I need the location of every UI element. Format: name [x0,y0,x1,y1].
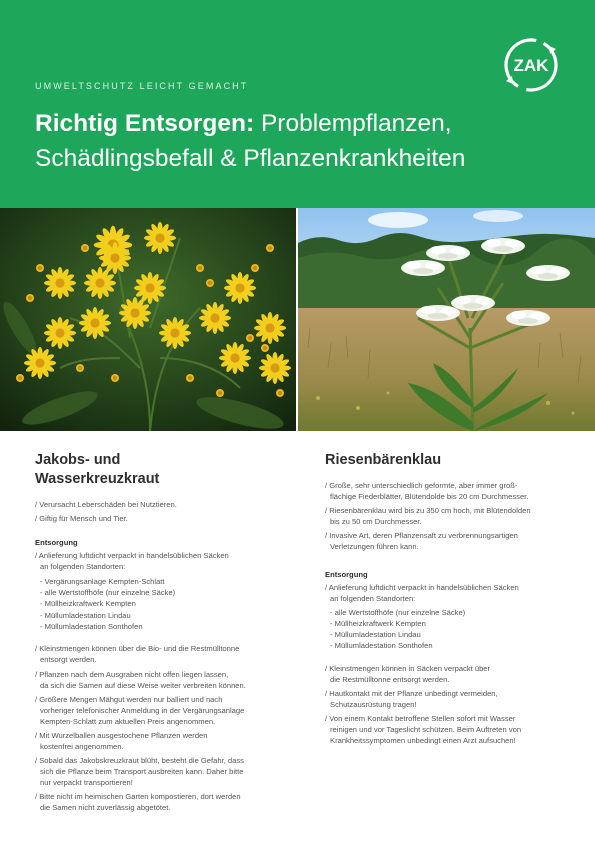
list-item: / Kleinstmengen können über die Bio- und die Restmülltonne [35,644,240,653]
logo-text: ZAK [513,56,549,75]
list-item: / Invasive Art, deren Pflanzensaft zu verbrennungsartigen [325,531,518,540]
list-item: / Giftig für Mensch und Tier. [35,514,128,523]
list-item: - Müllumladestation Lindau [40,611,131,620]
list-item: - Müllumladestation Sonthofen [330,641,433,650]
page-title-line-2: Schädlingsbefall & Pflanzenkrankheiten [35,145,466,172]
list-item: / Mit Wurzelballen ausgestochene Pflanzen werden [35,731,208,740]
list-item: flächige Fiederblätter, Blütendolde bis 20 cm Durchmesser. [330,492,529,501]
list-item: vorheriger telefonischer Anmeldung in der Vergärungsanlage [40,706,245,715]
list-item: Krankheitssymptomen unbedingt einen Arzt aufsuchen! [330,736,516,745]
list-item: / Größere Mengen Mähgut werden nur balliert und nach [35,695,223,704]
list-item: / Anlieferung luftdicht verpackt in handelsüblichen Säcken [325,583,519,592]
list-item: an folgenden Standorten: [330,594,416,603]
list-item: - Vergärungsanlage Kempten-Schlatt [40,577,165,586]
list-item: kostenfrei angenommen. [40,742,124,751]
list-item: an folgenden Standorten: [40,562,126,571]
list-item: reinigen und vor Tageslicht schützen. Beim Auftreten von [330,725,522,734]
list-item: / Pflanzen nach dem Ausgraben nicht offen liegen lassen, [35,670,229,679]
list-item: / Kleinstmengen können in Säcken verpackt über [325,664,491,673]
list-item: / Hautkontakt mit der Pflanze unbedingt vermeiden, [325,689,498,698]
list-item: - Müllumladestation Lindau [330,630,421,639]
giant-hogweed-field-photo [298,208,595,431]
list-item: / Riesenbärenklau wird bis zu 350 cm hoch, mit Blütendolden [325,506,531,515]
list-item: bis zu 50 cm Durchmesser. [330,517,422,526]
list-item: - Müllumladestation Sonthofen [40,622,143,631]
ragwort-flowers-photo [0,208,296,431]
page-title-rest: Problempflanzen, [254,110,452,137]
list-item: nur verpackt transportieren! [40,778,133,787]
list-item: / Von einem Kontakt betroffene Stellen sofort mit Wasser [325,714,516,723]
list-item: / Bitte nicht im heimischen Garten kompostieren, dort werden [35,792,241,801]
list-item: - Müllheizkraftwerk Kempten [40,599,136,608]
list-item: - alle Wertstoffhöfe (nur einzelne Säcke) [330,608,466,617]
list-item: die Restmülltonne entsorgt werden. [330,675,450,684]
zak-logo [502,36,560,94]
list-item: die Samen nicht zuverlässig abgetötet. [40,803,171,812]
list-item: Schutzausrüstung tragen! [330,700,417,709]
list-item: / Verursacht Leberschäden bei Nutztieren. [35,500,177,509]
list-item: / Große, sehr unterschiedlich geformte, aber immer groß- [325,481,518,490]
list-item: sich die Pflanze beim Transport ausbreiten kann. Daher bitte [40,767,244,776]
photo-strip [0,208,595,431]
left-heading [35,451,159,489]
list-item: Verletzungen führen kann. [330,542,419,551]
list-item: / Sobald das Jakobskreuzkraut blüht, besteht die Gefahr, dass [35,756,244,765]
list-item: entsorgt werden. [40,655,97,664]
header-banner [0,0,595,208]
right-heading: Riesenbärenklau [325,452,442,468]
list-item: - Müllheizkraftwerk Kempten [330,619,426,628]
left-heading-line-2: Wasserkreuzkraut [35,471,160,487]
left-disposal-heading: Entsorgung [35,538,78,547]
list-item: - alle Wertstoffhöfe (nur einzelne Säcke) [40,588,176,597]
page-title-bold: Richtig Entsorgen: [35,110,255,137]
list-item: Kempten-Schlatt zum aktuellen Preis angenommen. [40,717,216,726]
page-title [35,106,555,176]
kicker-text: UMWELTSCHUTZ LEICHT GEMACHT [35,81,249,91]
list-item: da sich die Samen auf diese Weise weiter verbreiten können. [40,681,246,690]
right-disposal-heading: Entsorgung [325,570,368,579]
list-item: / Anlieferung luftdicht verpackt in handelsüblichen Säcken [35,551,229,560]
left-heading-line-1: Jakobs- und [35,452,121,468]
